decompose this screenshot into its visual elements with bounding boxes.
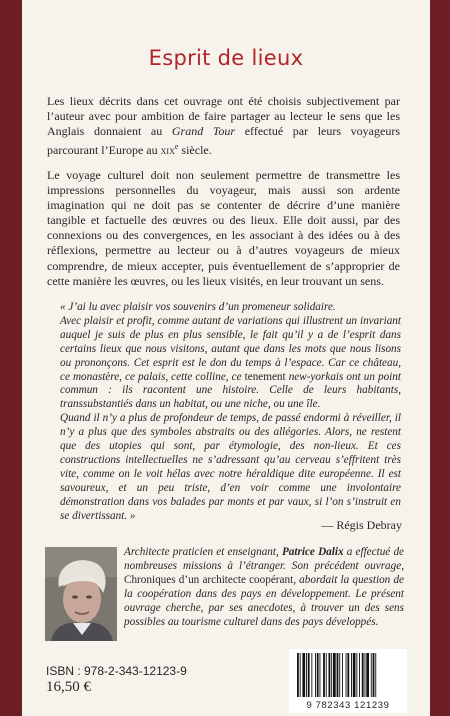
debray-quote <box>60 301 401 524</box>
isbn-text: ISBN : 978-2-343-12123-9 <box>46 664 187 678</box>
quote-paragraph-2: Avec plaisir et profit, comme autant de variations qui illustrent un invariant auquel je suis de plus en plus sensible, le fait qu’il y a de l’esprit dans certains lieux que nous visitons, autant que dans les mots que nous lisons ou prononçons. Cet esprit est le don du temps à l’espace. Car ce château, ce monastère, ce palais, cette colline, ce tenement new-yorkais ont un point commun : ils racontent une histoire. Celle de leurs habitants, transsubstantiés dans un habitat, ou une niche, ou une île. <box>60 314 401 411</box>
quote-line-1: « J’ai lu avec plaisir vos souvenirs d’un promeneur solidaire. <box>60 301 336 313</box>
price-text: 16,50 € <box>46 679 91 695</box>
right-cover-strip <box>430 0 450 716</box>
barcode <box>289 649 407 713</box>
author-portrait-icon <box>45 547 117 641</box>
intro-paragraph-2: Le voyage culturel doit non seulement permettre de transmettre les impressions personnelles du voyageur, mais aussi son ardente imagination qui ne doit pas se contenter de décrire d’une manière tangible et factuelle des œuvres ou des lieux. Elle doit aussi, par des connexions ou des convergences, en les associant à des idées ou à des réflexions, permettre au lecteur ou à d’autres voyageurs de mieux comprendre, de mieux accepter, puis éventuellement de s’approprier de cette manière les œuvres, ou les lieux visités, en leur trouvant un sens. <box>47 168 400 288</box>
grand-tour-italic: Grand Tour <box>171 124 236 139</box>
previous-book-title: Chroniques d’un architecte coopérant <box>124 573 294 586</box>
author-name: Patrice Dalix <box>281 546 344 558</box>
book-title: Esprit de lieux <box>148 46 304 70</box>
author-photo <box>45 547 117 641</box>
ean-13-barcode-icon <box>289 649 407 701</box>
quote-paragraph-3: Quand il n’y a plus de profondeur de temps, de passé endormi à réveiller, il n’y a plus que des symboles abstraits ou des allégories. Alors, ne restent que des utopies qui sont, par étymologie, des non-lieux. Et ces constructions intellectuelles ne s’adressant qu’au cerveau s’effritent très vite, comme on le voit hélas avec notre héraldique dite européenne. Il est savoureux, et un peu triste, d’en voir comme une involontaire démonstration dans vos balades par monts et par vaux, si l’on s’instruit en se divertissant. » <box>60 412 401 522</box>
quote-attribution: — Régis Debray <box>321 518 402 532</box>
intro-paragraph-1: Les lieux décrits dans cet ouvrage ont été choisis subjectivement par l’auteur avec pour ambition de faire partager au lecteur le sens que les Anglais donnaient au Grand Tour effectué par leurs voyageurs parcourant l’Europe au xix$^e$ siècle. <box>47 94 400 158</box>
left-cover-strip <box>0 0 22 716</box>
barcode-digits: 9 782343 121239 <box>306 700 390 711</box>
author-bio: Architecte praticien et enseignant, Patrice Dalix a effectué de nombreuses missions à l’étranger. Son précédent ouvrage, Chroniques d’un architecte coopérant, abordait la question de la coopération dans des pays en développement. Le présent ouvrage cherche, par ses anecdotes, à trouver un des sens possibles au tourisme culturel dans des pays développés. <box>124 546 405 628</box>
